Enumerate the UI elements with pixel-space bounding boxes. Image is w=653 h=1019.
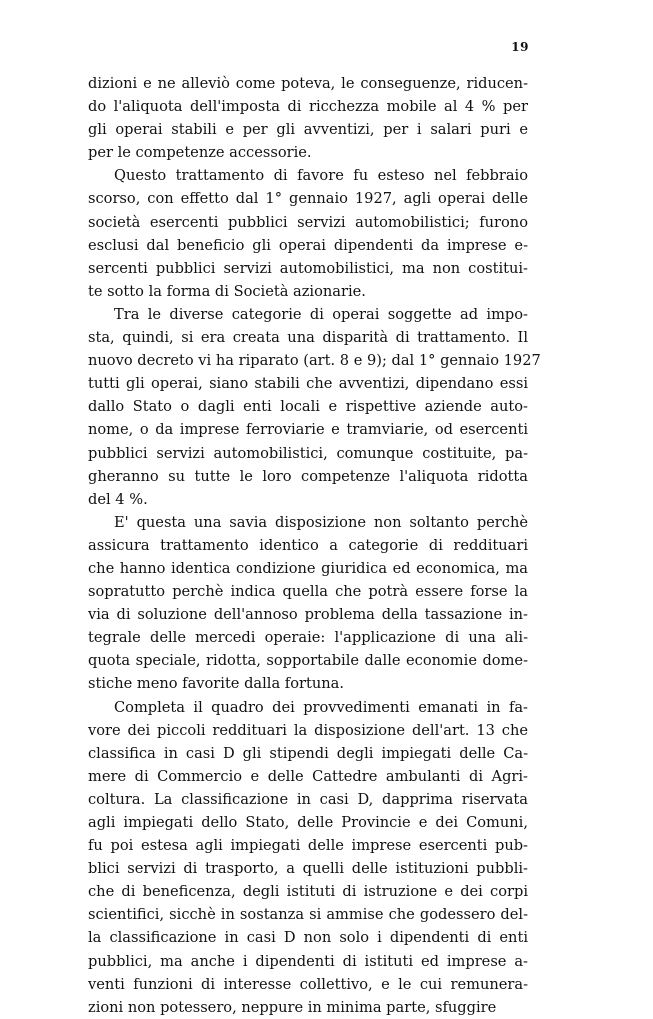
text-line: mere di Commercio e delle Cattedre ambulanti di Agri- — [88, 767, 528, 785]
text-line: scorso, con effetto dal 1° gennaio 1927, agli operai delle — [88, 190, 528, 208]
text-line: pubblici servizi automobilistici, comunque costituite, pa- — [88, 444, 528, 462]
text-line: che di beneficenza, degli istituti di istruzione e dei corpi — [88, 883, 528, 901]
paragraph — [88, 511, 528, 696]
text-line: società esercenti pubblici servizi automobilistici; furono — [88, 213, 528, 231]
text-line: sopratutto perchè indica quella che potrà essere forse la — [88, 583, 528, 601]
text-line: Tra le diverse categorie di operai soggette ad impo- — [114, 305, 528, 323]
paragraph — [88, 303, 541, 511]
text-line: dizioni e ne alleviò come poteva, le conseguenze, riducen- — [88, 75, 528, 92]
text-line: E' questa una savia disposizione non soltanto perchè — [114, 513, 528, 531]
text-line: te sotto la forma di Società azionarie. — [88, 282, 366, 300]
text-line: la classificazione in casi D non solo i dipendenti di enti — [88, 929, 528, 947]
paragraph — [88, 164, 528, 303]
text-line: dallo Stato o dagli enti locali e rispettive aziende auto- — [88, 398, 528, 416]
text-line: venti funzioni di interesse collettivo, e le cui remunera- — [88, 975, 528, 993]
text-line: che hanno identica condizione giuridica ed economica, ma — [88, 559, 528, 577]
text-line: fu poi estesa agli impiegati delle imprese esercenti pub- — [88, 837, 528, 855]
text-line: blici servizi di trasporto, a quelli delle istituzioni pubbli- — [88, 860, 528, 878]
text-line: tegrale delle mercedi operaie: l'applicazione di una ali- — [88, 629, 528, 647]
text-line: stiche meno favorite dalla fortuna. — [88, 675, 344, 693]
text-line: quota speciale, ridotta, sopportabile dalle economie dome- — [88, 652, 528, 670]
text-line: classifica in casi D gli stipendi degli impiegati delle Ca- — [88, 744, 528, 762]
text-line: sercenti pubblici servizi automobilistici, ma non costitui- — [88, 259, 528, 277]
text-line: esclusi dal beneficio gli operai dipendenti da imprese e- — [88, 236, 528, 254]
paragraph — [88, 72, 528, 164]
text-line: pubblici, ma anche i dipendenti di istituti ed imprese a- — [88, 952, 528, 970]
body-text — [88, 72, 541, 1019]
text-line: do l'aliquota dell'imposta di ricchezza mobile al 4 % per — [88, 98, 528, 116]
text-line: gheranno su tutte le loro competenze l'aliquota ridotta — [88, 467, 528, 485]
text-line: coltura. La classificazione in casi D, dapprima riservata — [88, 790, 528, 808]
text-line: Completa il quadro dei provvedimenti emanati in fa- — [114, 698, 528, 716]
text-line: zioni non potessero, neppure in minima parte, sfuggire — [88, 998, 497, 1016]
text-line: per le competenze accessorie. — [88, 144, 312, 162]
text-line: del 4 %. — [88, 490, 148, 508]
text-line: Questo trattamento di favore fu esteso nel febbraio — [114, 167, 528, 185]
text-line: assicura trattamento identico a categorie di reddituari — [88, 536, 528, 554]
text-line: nome, o da imprese ferroviarie e tramviarie, od esercenti — [88, 421, 528, 439]
text-line: via di soluzione dell'annoso problema della tassazione in- — [88, 606, 528, 624]
page-number: 19 — [511, 40, 529, 54]
text-line: agli impiegati dello Stato, delle Provincie e dei Comuni, — [88, 814, 528, 831]
text-line: gli operai stabili e per gli avventizi, per i salari puri e — [88, 121, 528, 139]
text-line: scientifici, sicchè in sostanza si ammise che godessero del- — [88, 906, 528, 924]
text-line: nuovo decreto vi ha riparato (art. 8 e 9); dal 1° gennaio 1927 — [88, 352, 541, 370]
text-line: tutti gli operai, siano stabili che avventizi, dipendano essi — [88, 375, 528, 393]
text-line: vore dei piccoli reddituari la disposizione dell'art. 13 che — [88, 721, 528, 739]
text-line: sta, quindi, si era creata una disparità di trattamento. Il — [88, 329, 528, 347]
paragraph — [88, 696, 528, 1019]
